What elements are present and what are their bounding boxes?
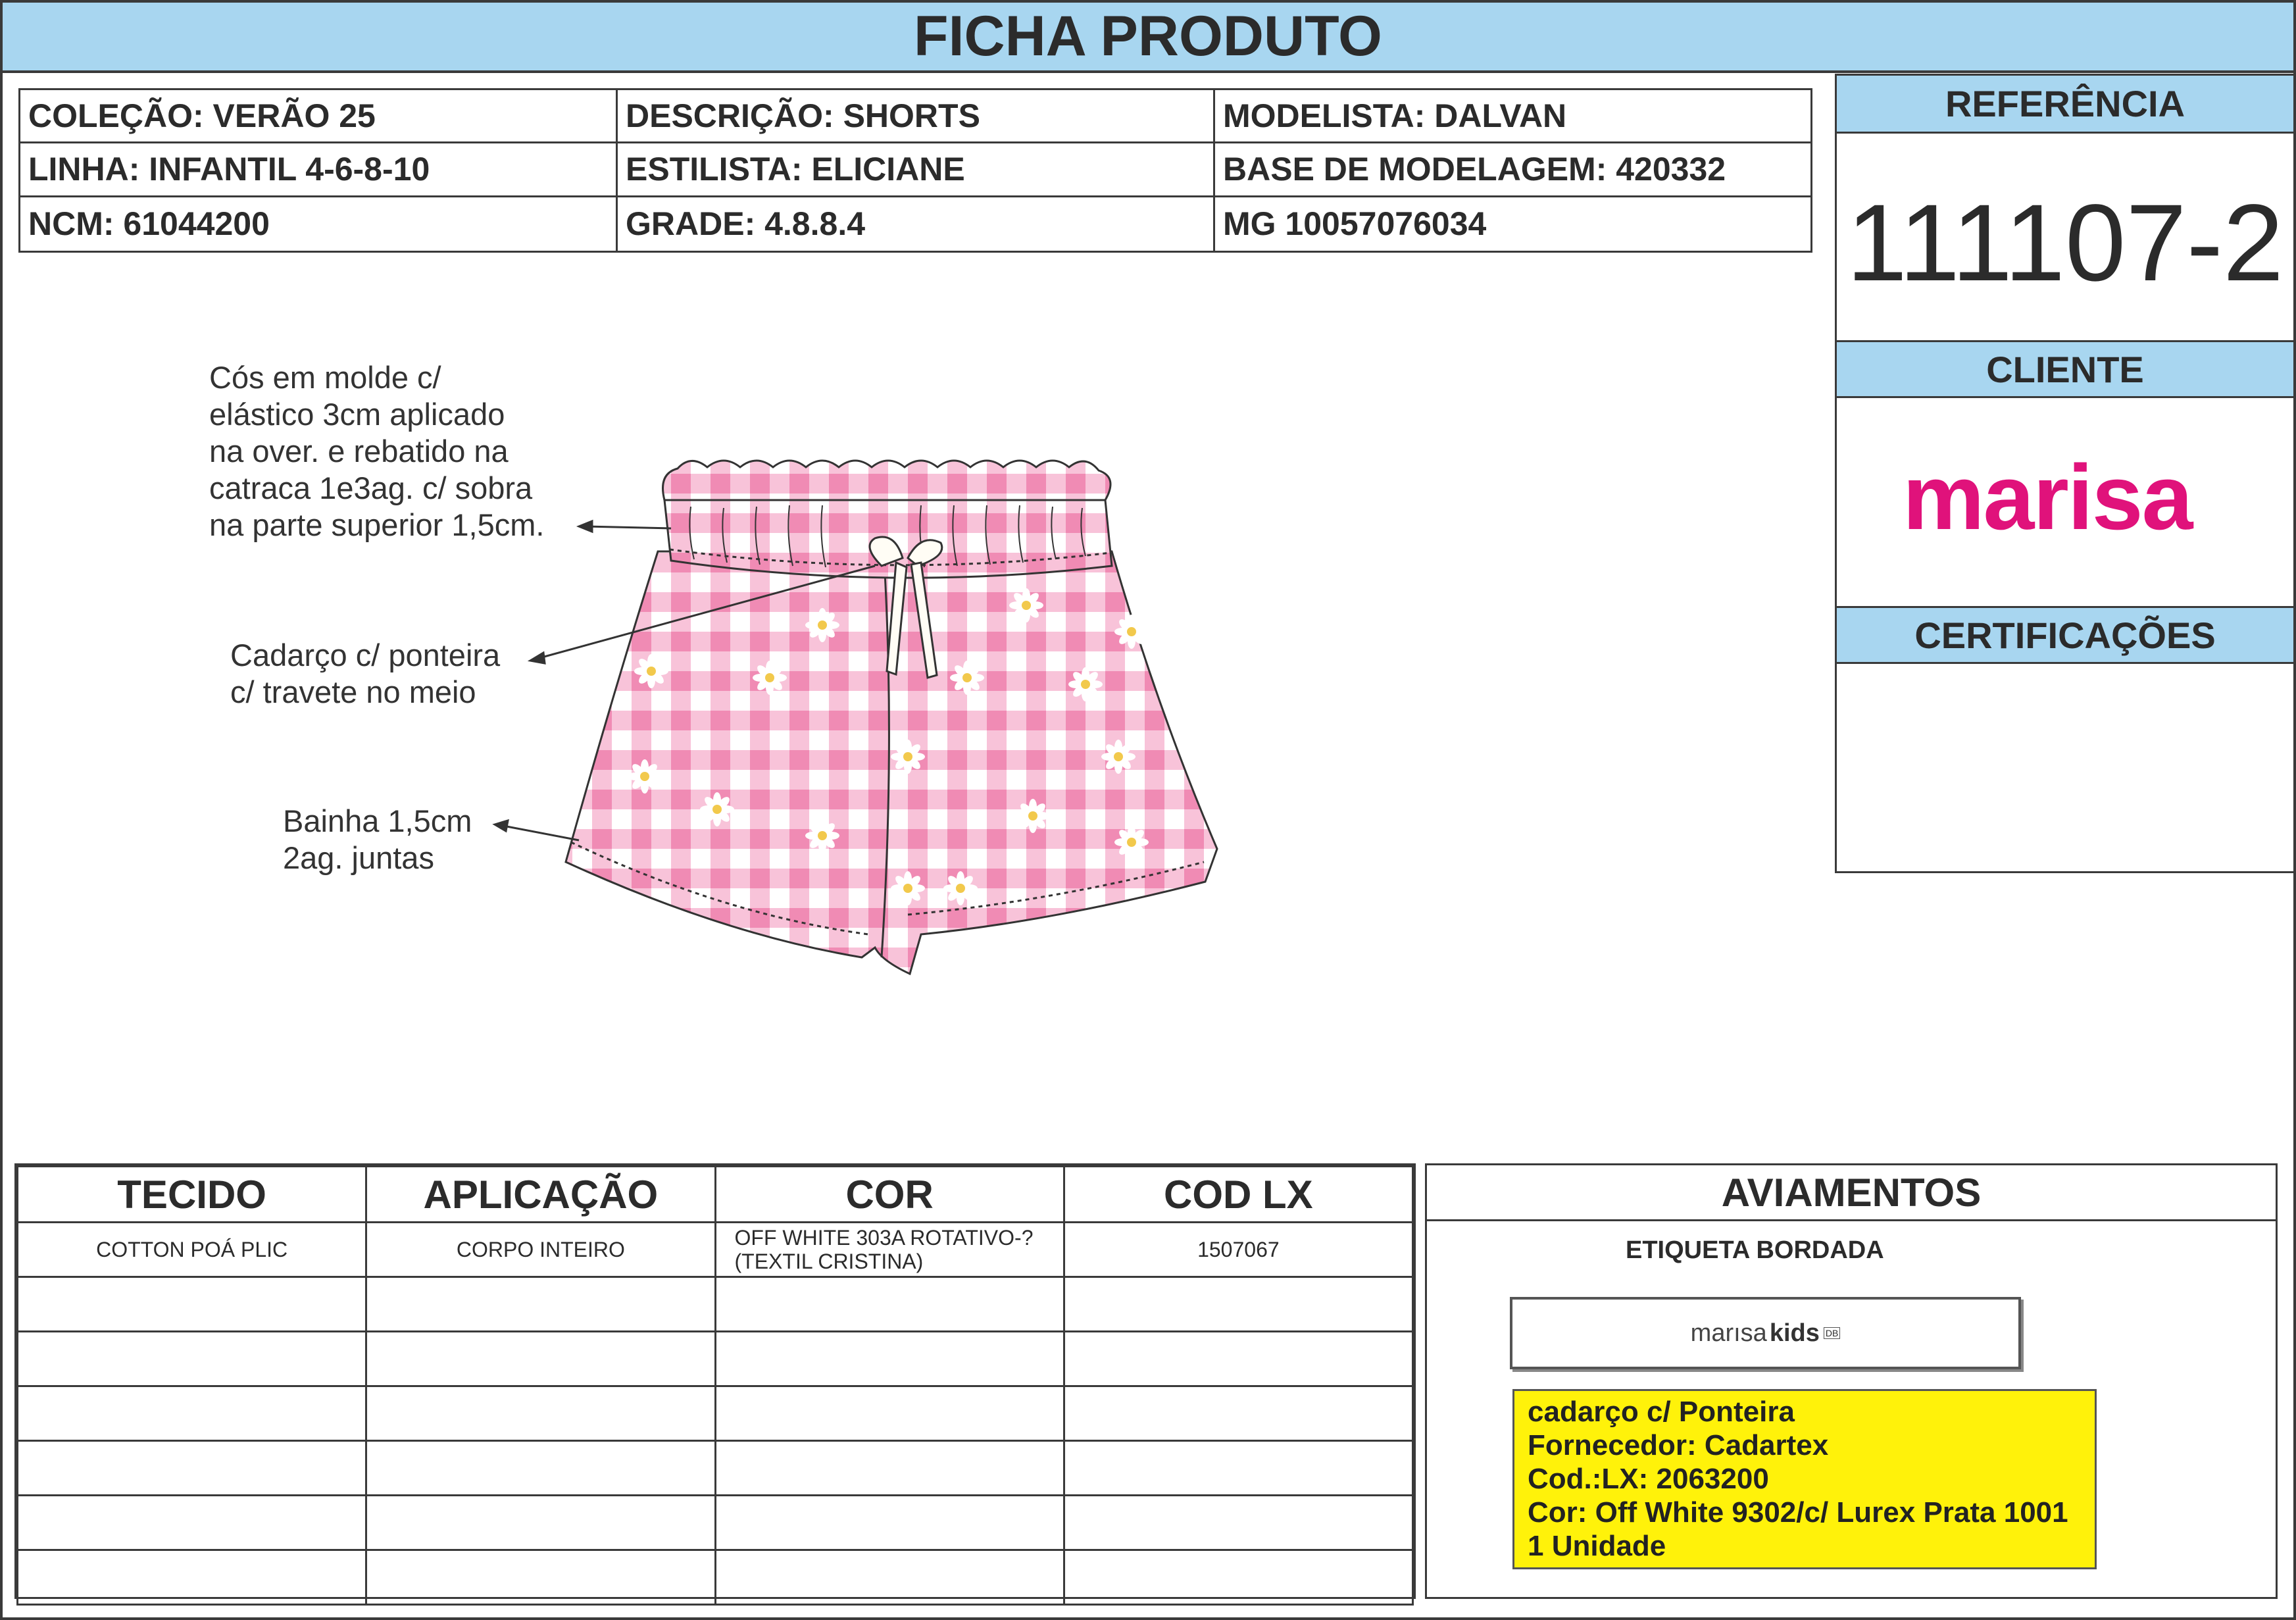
table-cell (715, 1441, 1064, 1496)
label-kids-text: kids (1769, 1319, 1820, 1347)
table-row (18, 1223, 1413, 1277)
cos-annotation: Cós em molde c/ elástico 3cm aplicado na over. e rebatido na catraca 1e3ag. c/ sobra na parte superior 1,5cm. (209, 360, 545, 542)
table-cell (366, 1332, 715, 1386)
cadarco-annotation: Cadarço c/ ponteira c/ travete no meio (230, 638, 501, 709)
table-cell (366, 1550, 715, 1605)
cadarco-line: Fornecedor: Cadartex (1528, 1429, 1829, 1461)
materials-table (14, 1163, 1416, 1599)
client-logo: marisa (1903, 445, 2192, 549)
descricao-field: DESCRIÇÃO: SHORTS (618, 90, 1215, 143)
etiqueta-label (1510, 1297, 2021, 1369)
table-row (18, 1550, 1413, 1605)
table-cell (18, 1386, 366, 1441)
table-cell (366, 1386, 715, 1441)
table-cell (715, 1332, 1064, 1386)
cadarco-note (1512, 1389, 2097, 1569)
cadarco-line: 1 Unidade (1528, 1530, 1666, 1562)
table-cell (1064, 1441, 1412, 1496)
cor-header: COR (715, 1167, 1064, 1223)
table-cell (715, 1550, 1064, 1605)
table-cell (366, 1441, 715, 1496)
cadarco-line: cadarço c/ Ponteira (1528, 1396, 1795, 1428)
etiqueta-title: ETIQUETA BORDADA (1626, 1236, 1884, 1264)
table-row (18, 1332, 1413, 1386)
table-cell: OFF WHITE 303A ROTATIVO-? (TEXTIL CRISTINA) (715, 1223, 1064, 1277)
cod-lx-header: COD LX (1064, 1167, 1412, 1223)
colecao-field: COLEÇÃO: VERÃO 25 (20, 90, 618, 143)
bainha-annotation: Bainha 1,5cm 2ag. juntas (283, 803, 472, 875)
table-cell: CORPO INTEIRO (366, 1223, 715, 1277)
base-modelagem-field: BASE DE MODELAGEM: 420332 (1215, 143, 1810, 197)
cadarco-line: Cod.:LX: 2063200 (1528, 1463, 1769, 1495)
table-cell (18, 1550, 366, 1605)
table-row (18, 1386, 1413, 1441)
cadarco-line: Cor: Off White 9302/c/ Lurex Prata 1001 (1528, 1496, 2068, 1529)
table-cell (18, 1496, 366, 1550)
tecido-header: TECIDO (18, 1167, 366, 1223)
table-cell (366, 1496, 715, 1550)
table-cell (715, 1496, 1064, 1550)
table-row (18, 1277, 1413, 1332)
table-cell (715, 1386, 1064, 1441)
table-row (18, 1441, 1413, 1496)
cliente-header: CLIENTE (1837, 340, 2293, 398)
table-cell (18, 1277, 366, 1332)
table-cell (1064, 1277, 1412, 1332)
certificacoes-header: CERTIFICAÇÕES (1837, 606, 2293, 664)
table-cell (1064, 1550, 1412, 1605)
referencia-header: REFERÊNCIA (1837, 76, 2293, 134)
mg-field: MG 10057076034 (1223, 205, 1487, 243)
table-cell (715, 1277, 1064, 1332)
estilista-field: ESTILISTA: ELICIANE (618, 143, 1215, 197)
table-row (18, 1496, 1413, 1550)
table-cell (366, 1277, 715, 1332)
linha-field: LINHA: INFANTIL 4-6-8-10 (20, 143, 618, 197)
table-cell (1064, 1496, 1412, 1550)
label-brand-text: marısa (1690, 1319, 1767, 1347)
aviamentos-header: AVIAMENTOS (1427, 1165, 2276, 1221)
ncm-field: NCM: 61044200 (20, 197, 618, 251)
modelista-field: MODELISTA: DALVAN (1215, 90, 1810, 143)
table-cell: COTTON POÁ PLIC (18, 1223, 366, 1277)
aviamentos-panel (1425, 1163, 2278, 1599)
table-cell (18, 1441, 366, 1496)
table-cell: 1507067 (1064, 1223, 1412, 1277)
label-size-badge: DB (1824, 1327, 1840, 1339)
table-cell (18, 1332, 366, 1386)
grade-field: GRADE: 4.8.8.4 (618, 197, 1215, 251)
table-cell (1064, 1386, 1412, 1441)
aplicacao-header: APLICAÇÃO (366, 1167, 715, 1223)
referencia-value: 111107-2 (1846, 182, 2284, 304)
page-title: FICHA PRODUTO (3, 3, 2293, 73)
table-cell (1064, 1332, 1412, 1386)
